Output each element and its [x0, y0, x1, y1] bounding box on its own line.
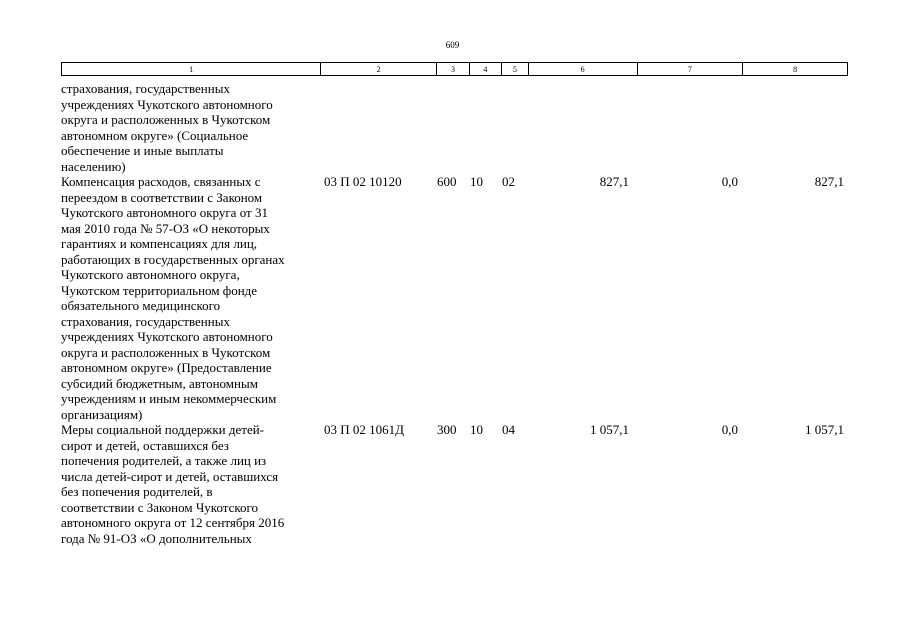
row-code: 03 П 02 10120	[324, 174, 402, 189]
row-code: 03 П 02 1061Д	[324, 422, 405, 437]
row-name: страхования, государственных учреждениях Чукотского автономного округа и расположенных в Чукотском автономном округе» (Социальное обеспечение и иные выплаты населению)	[61, 81, 273, 174]
row-col-8: 827,1	[814, 174, 844, 189]
header-col-4: 4	[470, 63, 502, 75]
table-row	[0, 174, 905, 422]
header-col-5: 5	[502, 63, 529, 75]
table-header	[61, 62, 848, 76]
header-col-6: 6	[529, 63, 638, 75]
header-col-3: 3	[437, 63, 470, 75]
row-col-5: 04	[502, 422, 515, 437]
row-col-7: 0,0	[721, 422, 738, 437]
table-row	[0, 422, 905, 546]
row-col-8: 1 057,1	[805, 422, 844, 437]
row-col-3: 600	[437, 174, 457, 189]
row-col-4: 10	[470, 422, 483, 437]
row-name: Меры социальной поддержки детей- сирот и детей, оставшихся без попечения родителей, а также лиц из числа детей-сирот и детей, оставшихся без попечения родителей, в соответствии с Законом Чукотского автономного округа от 12 сентября 2016 года № 91-ОЗ «О дополнительных	[61, 422, 285, 546]
header-col-2: 2	[321, 63, 437, 75]
header-col-1: 1	[62, 63, 321, 75]
header-col-7: 7	[638, 63, 744, 75]
row-col-5: 02	[502, 174, 515, 189]
row-col-4: 10	[470, 174, 483, 189]
header-col-8: 8	[793, 64, 798, 74]
row-col-3: 300	[437, 422, 457, 437]
row-col-7: 0,0	[721, 174, 738, 189]
row-name: Компенсация расходов, связанных с переездом в соответствии с Законом Чукотского автономного округа от 31 мая 2010 года № 57-ОЗ «О некоторых гарантиях и компенсациях для лиц, работающих в государственных органах Чукотского автономного округа, Чукотском территориальном фонде обязательного медицинского страхования, государственных учреждениях Чукотского автономного округа и расположенных в Чукотском автономном округе» (Предоставление субсидий бюджетным, автономным учреждениям и иным некоммерческим организациям)	[61, 174, 285, 422]
page-number: 609	[445, 40, 460, 50]
table-row	[0, 81, 905, 174]
row-col-6: 827,1	[599, 174, 629, 189]
row-col-6: 1 057,1	[590, 422, 629, 437]
table-body	[0, 81, 905, 546]
